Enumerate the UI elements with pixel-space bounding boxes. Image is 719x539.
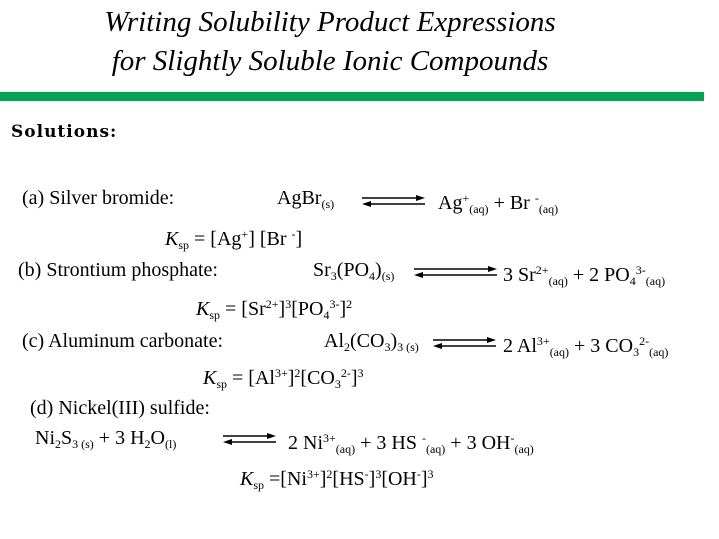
accent-divider — [0, 92, 704, 101]
equilibrium-arrow-icon — [433, 337, 497, 349]
item-b-ksp: $K_{sp} = [Sr^{2+}]^3[PO_4^{3-}]^2$ — [196, 297, 353, 322]
item-d-products: 2 $Ni^{3+}_{(aq)} + 3$ HS -$_{(aq)}$ + 3 $OH^-_{(aq)}$ — [288, 431, 534, 456]
item-c-ksp: $K_{sp} = [Al^{3+}]^2[CO_3^{2-}]^3$ — [203, 366, 364, 391]
item-b-reactant: $Sr_3(PO_4)_{(s)}$ — [313, 259, 395, 283]
equilibrium-arrow-icon — [362, 195, 426, 207]
item-c-products: 2 $Al^{3+}_{(aq)} + 3$ $CO_3^{2-}_{(aq)}$ — [503, 334, 669, 359]
item-c-label: (c) Aluminum carbonate: — [22, 330, 224, 352]
equilibrium-arrow-icon — [414, 266, 498, 278]
item-d-reactant: $Ni_2S_{3 (s)} + 3$ $H_2O_{(l)}$ — [35, 427, 177, 451]
item-a-products: $Ag^+_{(aq)} + Br$ -$_{(aq)}$ — [438, 191, 559, 216]
item-d-label: (d) Nickel(III) sulfide: — [30, 397, 210, 419]
item-d-ksp: $K_{sp} =[Ni^{3+}]^2[HS^-]^3[OH^-]^3$ — [240, 467, 434, 492]
item-a-label: (a) Silver bromide: — [22, 187, 175, 209]
item-a-ksp: $K_{sp} = [Ag^+]$ [Br -] — [165, 227, 303, 252]
item-b-label: (b) Strontium phosphate: — [18, 259, 218, 281]
item-c-reactant: $Al_2(CO_3)_{3 (s)}$ — [324, 330, 419, 354]
item-b-products: 3 $Sr^{2+}_{(aq)} + 2$ $PO_4^{3-}_{(aq)}$ — [503, 263, 666, 288]
item-a-reactant: AgBr$_{(s)}$ — [277, 187, 335, 211]
title-line-1: Writing Solubility Product Expressions — [104, 6, 556, 38]
solutions-heading: Solutions: — [11, 122, 118, 142]
equilibrium-arrow-icon — [223, 433, 277, 445]
title-line-2: for Slightly Soluble Ionic Compounds — [111, 45, 549, 77]
